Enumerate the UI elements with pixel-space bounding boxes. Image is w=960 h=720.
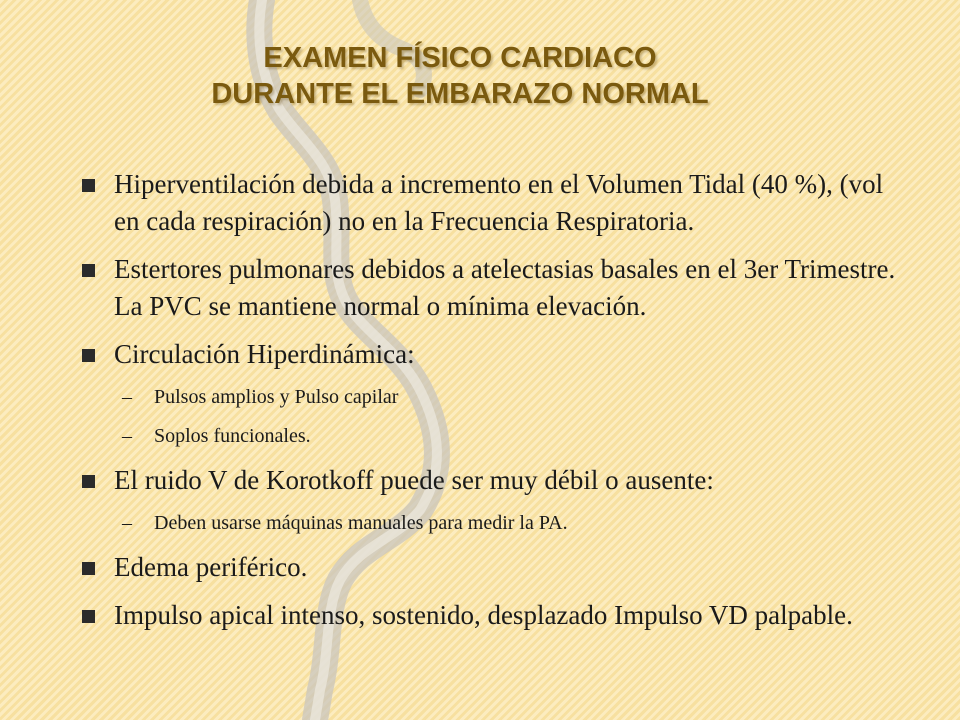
bullet-text: Hiperventilación debida a incremento en el Volumen Tidal (40 %), (vol en cada respiración) no en la Frecuencia Respiratoria. [114, 169, 884, 236]
slide-title [0, 40, 920, 112]
square-bullet-icon [82, 349, 95, 362]
square-bullet-icon [82, 475, 95, 488]
bullet-hiperventilacion [78, 166, 908, 240]
dash-bullet-icon: – [122, 386, 132, 408]
subitem-text: Pulsos amplios y Pulso capilar [154, 386, 399, 408]
bullet-circulacion [78, 336, 908, 373]
bullet-korotkoff [78, 462, 908, 499]
square-bullet-icon [82, 562, 95, 575]
square-bullet-icon [82, 179, 95, 192]
title-line-1: EXAMEN FÍSICO CARDIACO [263, 42, 657, 74]
bullet-text: Estertores pulmonares debidos a atelectasias basales en el 3er Trimestre. La PVC se mantiene normal o mínima elevación. [114, 254, 896, 321]
square-bullet-icon [82, 264, 95, 277]
dash-bullet-icon: – [122, 512, 132, 534]
dash-bullet-icon: – [122, 425, 132, 447]
title-line-2: DURANTE EL EMBARAZO NORMAL [211, 78, 709, 110]
subitem-soplos [78, 423, 908, 449]
subitem-text: Soplos funcionales. [154, 425, 311, 447]
bullet-list [78, 166, 908, 645]
bullet-text: Edema periférico. [114, 552, 308, 582]
subitem-pulsos [78, 384, 908, 410]
bullet-estertores [78, 251, 908, 325]
square-bullet-icon [82, 610, 95, 623]
subitem-text: Deben usarse máquinas manuales para medir la PA. [154, 512, 568, 534]
bullet-text: Circulación Hiperdinámica: [114, 339, 415, 369]
bullet-text: Impulso apical intenso, sostenido, desplazado Impulso VD palpable. [114, 600, 853, 630]
subitem-maquinas [78, 510, 908, 536]
bullet-impulso [78, 597, 908, 634]
bullet-edema [78, 549, 908, 586]
bullet-text: El ruido V de Korotkoff puede ser muy débil o ausente: [114, 465, 714, 495]
